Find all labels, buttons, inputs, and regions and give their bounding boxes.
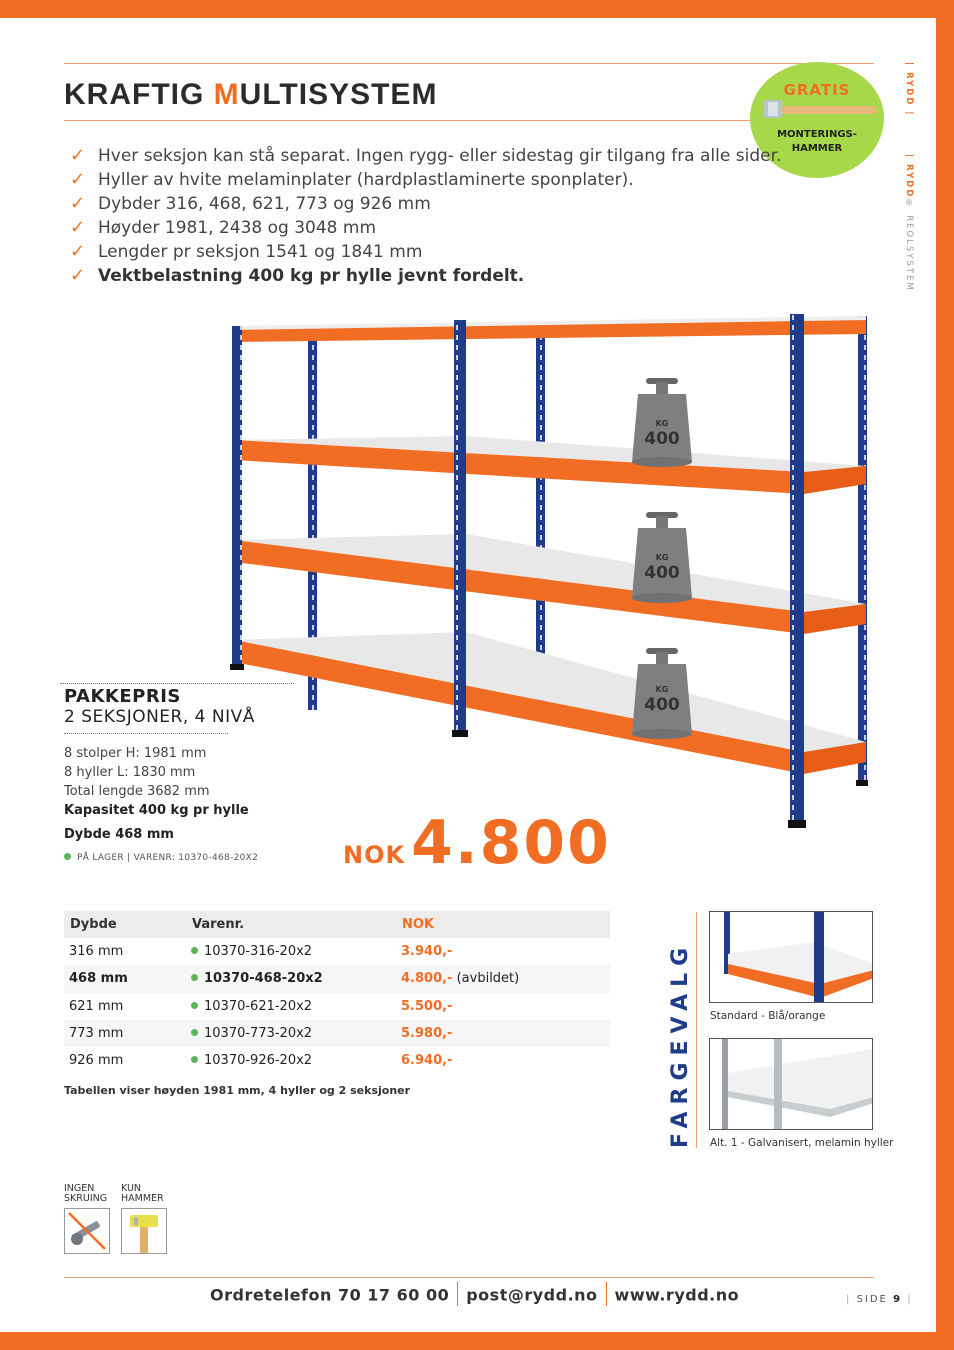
feature-item: [70, 216, 781, 240]
feature-text: Hver seksjon kan stå separat. Ingen rygg- eller sidestag gir tilgang fra alle sider.: [98, 146, 782, 166]
in-stock-dot-icon: [191, 974, 198, 981]
weight-icon: [632, 378, 692, 467]
color-swatch-standard: [709, 911, 873, 1003]
tool-label-line: INGEN: [64, 1183, 95, 1194]
stock-text: PÅ LAGER | VARENR: 10370-468-20X2: [77, 853, 259, 863]
feature-item: [70, 144, 781, 168]
table-row: [64, 993, 610, 1020]
feature-item: [70, 264, 781, 288]
package-info: [64, 686, 258, 863]
badge-line1: MONTERINGS-: [777, 129, 857, 140]
footer-separator: [606, 1282, 607, 1306]
side-brand: [904, 62, 924, 302]
cell-depth: 316 mm: [69, 944, 124, 960]
check-icon: ✓: [70, 241, 86, 262]
cell-depth: 926 mm: [69, 1053, 124, 1069]
cell-depth: 468 mm: [64, 965, 186, 992]
table-row: [64, 1047, 610, 1074]
color-caption: Alt. 1 - Galvanisert, melamin hyller: [710, 1137, 894, 1149]
color-swatch-galvanized: [709, 1038, 873, 1130]
tool-label-no-screws: [64, 1184, 107, 1204]
badge-gratis: GRATIS: [783, 81, 851, 99]
package-spec: 8 hyller L: 1830 mm: [64, 765, 196, 780]
price-currency: NOK: [343, 841, 406, 869]
title-accent: M: [213, 78, 240, 111]
color-caption: Standard - Blå/orange: [710, 1010, 826, 1022]
package-price: [343, 808, 611, 878]
col-nok: NOK: [396, 911, 610, 938]
sku-text: 10370-621-20x2: [204, 998, 313, 1014]
cell-sku: [186, 993, 396, 1020]
cell-sku: [186, 1047, 396, 1074]
weight-value-label: 400: [644, 429, 680, 449]
tool-label-line: HAMMER: [121, 1193, 164, 1204]
side-brand-prefix: | RYDD: [904, 154, 914, 199]
cell-price: [396, 1020, 610, 1047]
cell-price: [396, 993, 610, 1020]
price-text: 4.800,-: [401, 971, 453, 987]
table-row: [64, 1020, 610, 1047]
weight-value-label: 400: [644, 563, 680, 583]
cell-depth: 773 mm: [64, 1020, 186, 1047]
price-note: (avbildet): [452, 971, 520, 987]
feature-item: [70, 168, 781, 192]
package-subheading: 2 SEKSJONER, 4 NIVÅ: [64, 707, 255, 727]
stock-status: [64, 853, 258, 863]
no-screws-icon: [64, 1208, 110, 1254]
col-sku: Varenr.: [186, 911, 396, 938]
color-options-divider: [696, 912, 697, 1148]
bottom-border: [0, 1332, 954, 1350]
page-bar: |: [846, 1294, 852, 1305]
table-footnote: Tabellen viser høyden 1981 mm, 4 hyller og 2 seksjoner: [64, 1084, 411, 1097]
feature-text: Hyller av hvite melaminplater (hardplastlaminerte sponplater).: [98, 170, 634, 190]
check-icon: ✓: [70, 217, 86, 238]
tool-label-hammer-only: [121, 1184, 164, 1204]
cell-price: [396, 938, 610, 965]
table-header-row: [64, 911, 610, 938]
tool-label-line: SKRUING: [64, 1193, 108, 1204]
title-rule-bottom: [64, 120, 754, 121]
top-border: [0, 0, 954, 18]
price-text: 3.940,-: [401, 944, 453, 960]
in-stock-dot-icon: [64, 853, 71, 860]
package-heading: PAKKEPRIS: [64, 686, 181, 707]
swatch-galvanized-image: [710, 1039, 873, 1130]
package-depth: Dybde 468 mm: [64, 827, 174, 842]
table-row: [64, 965, 610, 992]
cell-sku: [186, 938, 396, 965]
footer-email[interactable]: post@rydd.no: [466, 1285, 598, 1305]
feature-text: Høyder 1981, 2438 og 3048 mm: [98, 218, 377, 238]
title-rule-top: [64, 63, 874, 64]
sku-text: 10370-316-20x2: [204, 944, 313, 960]
title-first: KRAFTIG: [64, 78, 214, 111]
check-icon: ✓: [70, 265, 86, 286]
page-bar: |: [907, 1294, 913, 1305]
in-stock-dot-icon: [191, 947, 198, 954]
package-spec: Total lengde 3682 mm: [64, 784, 210, 799]
weight-icon: [632, 648, 692, 739]
check-icon: ✓: [70, 145, 86, 166]
weight-value-label: 400: [644, 695, 680, 715]
weight-kg-label: KG: [655, 685, 669, 694]
check-icon: ✓: [70, 169, 86, 190]
in-stock-dot-icon: [191, 1002, 198, 1009]
title-rest: ULTISYSTEM: [239, 78, 438, 111]
dotted-divider: [60, 683, 294, 684]
table-row: [64, 938, 610, 965]
price-text: 6.940,-: [401, 1053, 453, 1069]
feature-item: [70, 240, 781, 264]
cell-sku: [186, 965, 396, 992]
page-title: [64, 78, 437, 112]
footer-web[interactable]: www.rydd.no: [614, 1285, 740, 1305]
right-border: [936, 0, 954, 1350]
sku-text: 10370-773-20x2: [204, 1026, 313, 1042]
hammer-only-icon: [121, 1208, 167, 1254]
tool-label-line: KUN: [121, 1183, 142, 1194]
in-stock-dot-icon: [191, 1029, 198, 1036]
package-capacity: Kapasitet 400 kg pr hylle: [64, 803, 249, 818]
cell-depth: 621 mm: [69, 998, 124, 1014]
footer-contact: [210, 1284, 739, 1308]
side-brand-system: [904, 154, 914, 292]
weight-icon: [632, 512, 692, 603]
footer-rule: [64, 1277, 874, 1278]
hammer-icon: [762, 98, 878, 120]
price-text: 5.980,-: [401, 1026, 453, 1042]
in-stock-dot-icon: [191, 1056, 198, 1063]
price-table: [64, 911, 610, 1074]
feature-text: Lengder pr seksjon 1541 og 1841 mm: [98, 242, 423, 262]
cell-sku: [186, 1020, 396, 1047]
weight-kg-label: KG: [655, 553, 669, 562]
feature-list: [70, 144, 781, 288]
price-text: 5.500,-: [401, 998, 453, 1014]
swatch-standard-image: [710, 912, 873, 1003]
feature-text: Dybder 316, 468, 621, 773 og 926 mm: [98, 194, 431, 214]
shelving-illustration: [226, 312, 874, 832]
feature-text: Vektbelastning 400 kg pr hylle jevnt fordelt.: [98, 266, 525, 286]
col-depth: Dybde: [64, 911, 186, 938]
color-options-heading: FARGEVALG: [668, 940, 693, 1148]
side-brand-logo: | RYDD |: [904, 62, 914, 117]
page-label: SIDE: [856, 1294, 888, 1305]
footer-separator: [457, 1282, 458, 1306]
check-icon: ✓: [70, 193, 86, 214]
feature-item: [70, 192, 781, 216]
weight-kg-label: KG: [655, 419, 669, 428]
page-number: [846, 1294, 913, 1305]
package-spec: 8 stolper H: 1981 mm: [64, 746, 207, 761]
price-amount: 4.800: [411, 808, 611, 878]
dotted-divider: [64, 733, 228, 734]
side-brand-suffix: ® REOLSYSTEM: [904, 198, 914, 292]
cell-price: [396, 965, 610, 992]
sku-text: 10370-468-20x2: [204, 971, 323, 987]
page-num: 9: [893, 1294, 903, 1305]
footer-phone[interactable]: Ordretelefon 70 17 60 00: [210, 1285, 450, 1305]
sku-text: 10370-926-20x2: [204, 1053, 313, 1069]
cell-price: [396, 1047, 610, 1074]
badge-line2: HAMMER: [791, 143, 843, 154]
